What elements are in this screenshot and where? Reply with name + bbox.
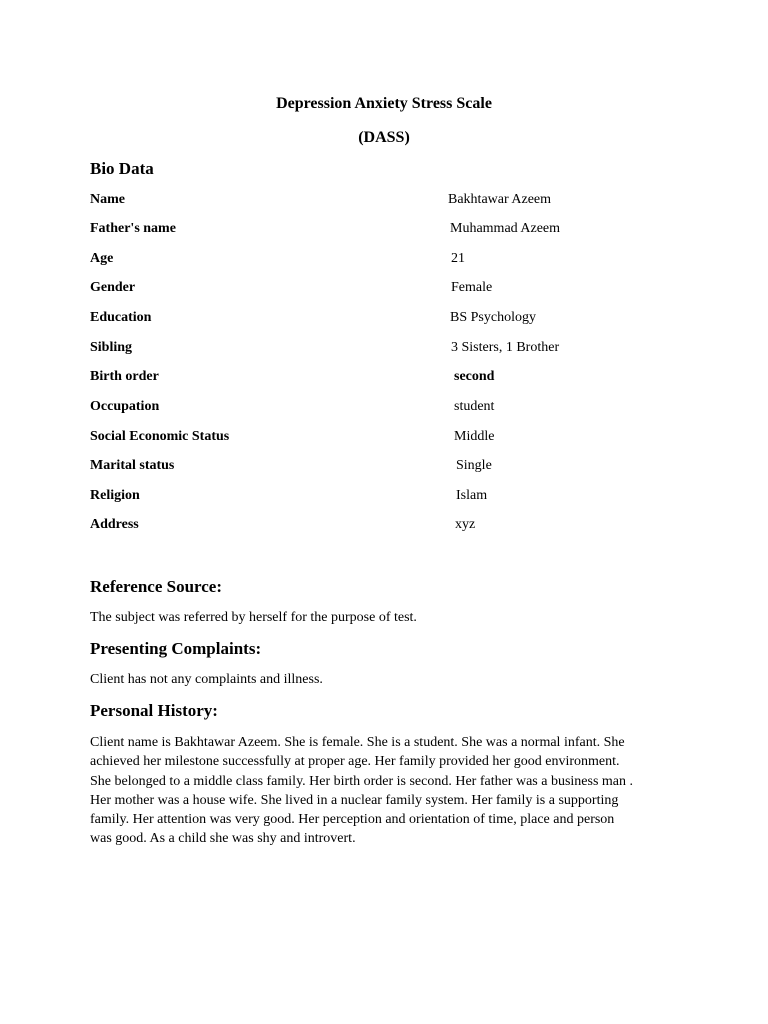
bio-value: Bakhtawar Azeem bbox=[448, 192, 552, 207]
bio-data-heading: Bio Data bbox=[90, 159, 154, 178]
bio-value: Islam bbox=[456, 488, 488, 503]
bio-label: Social Economic Status bbox=[90, 429, 230, 444]
personal-history-line: Client name is Bakhtawar Azeem. She is female. She is a student. She was a normal infant. She bbox=[90, 735, 625, 750]
bio-row-address bbox=[90, 515, 690, 535]
bio-value: Female bbox=[451, 280, 493, 295]
bio-value: Middle bbox=[454, 429, 495, 444]
bio-label: Address bbox=[90, 517, 139, 532]
bio-label: Birth order bbox=[90, 369, 159, 384]
bio-row-socio-economic-status bbox=[90, 427, 690, 447]
personal-history-line: She belonged to a middle class family. Her birth order is second. Her father was a business man . bbox=[90, 773, 633, 789]
bio-label: Education bbox=[90, 310, 152, 325]
bio-label: Name bbox=[90, 192, 125, 207]
bio-row-occupation bbox=[90, 397, 690, 417]
personal-history-line: family. Her attention was very good. Her perception and orientation of time, place and person bbox=[90, 812, 615, 828]
presenting-complaints-heading: Presenting Complaints: bbox=[90, 639, 262, 658]
personal-history-line: Her mother was a house wife. She lived in a nuclear family system. Her family is a supporting bbox=[90, 792, 619, 808]
bio-label: Father's name bbox=[90, 221, 176, 236]
bio-label: Gender bbox=[90, 280, 136, 295]
bio-row-education bbox=[90, 308, 690, 328]
bio-row-gender bbox=[90, 278, 690, 298]
bio-value: Single bbox=[456, 458, 492, 473]
bio-row-marital-status bbox=[90, 456, 690, 476]
personal-history-paragraph bbox=[90, 733, 670, 849]
bio-row-age bbox=[90, 249, 690, 269]
bio-label: Age bbox=[90, 251, 114, 266]
presenting-complaints-text: Client has not any complaints and illness. bbox=[90, 672, 323, 687]
bio-value: Muhammad Azeem bbox=[450, 221, 561, 236]
bio-row-sibling bbox=[90, 338, 690, 358]
bio-label: Sibling bbox=[90, 340, 133, 355]
bio-value: BS Psychology bbox=[450, 310, 536, 325]
bio-label: Occupation bbox=[90, 399, 160, 414]
bio-row-religion bbox=[90, 486, 690, 506]
personal-history-heading: Personal History: bbox=[90, 701, 218, 720]
bio-label: Religion bbox=[90, 488, 140, 503]
document-title: Depression Anxiety Stress Scale bbox=[276, 95, 492, 112]
bio-value: second bbox=[454, 369, 495, 384]
bio-value: 3 Sisters, 1 Brother bbox=[451, 340, 560, 355]
reference-source-text: The subject was referred by herself for the purpose of test. bbox=[90, 610, 417, 625]
bio-value: student bbox=[454, 399, 495, 414]
bio-value: 21 bbox=[451, 251, 465, 266]
personal-history-line: achieved her milestone successfully at proper age. Her family provided her good environment. bbox=[90, 754, 620, 770]
bio-row-fathers-name bbox=[90, 219, 690, 239]
bio-row-name bbox=[90, 190, 690, 210]
document-subtitle: (DASS) bbox=[358, 129, 410, 146]
bio-value: xyz bbox=[455, 517, 476, 532]
bio-label: Marital status bbox=[90, 458, 175, 473]
personal-history-line: was good. As a child she was shy and introvert. bbox=[90, 831, 356, 847]
bio-row-birth-order bbox=[90, 367, 690, 387]
reference-source-heading: Reference Source: bbox=[90, 577, 223, 596]
